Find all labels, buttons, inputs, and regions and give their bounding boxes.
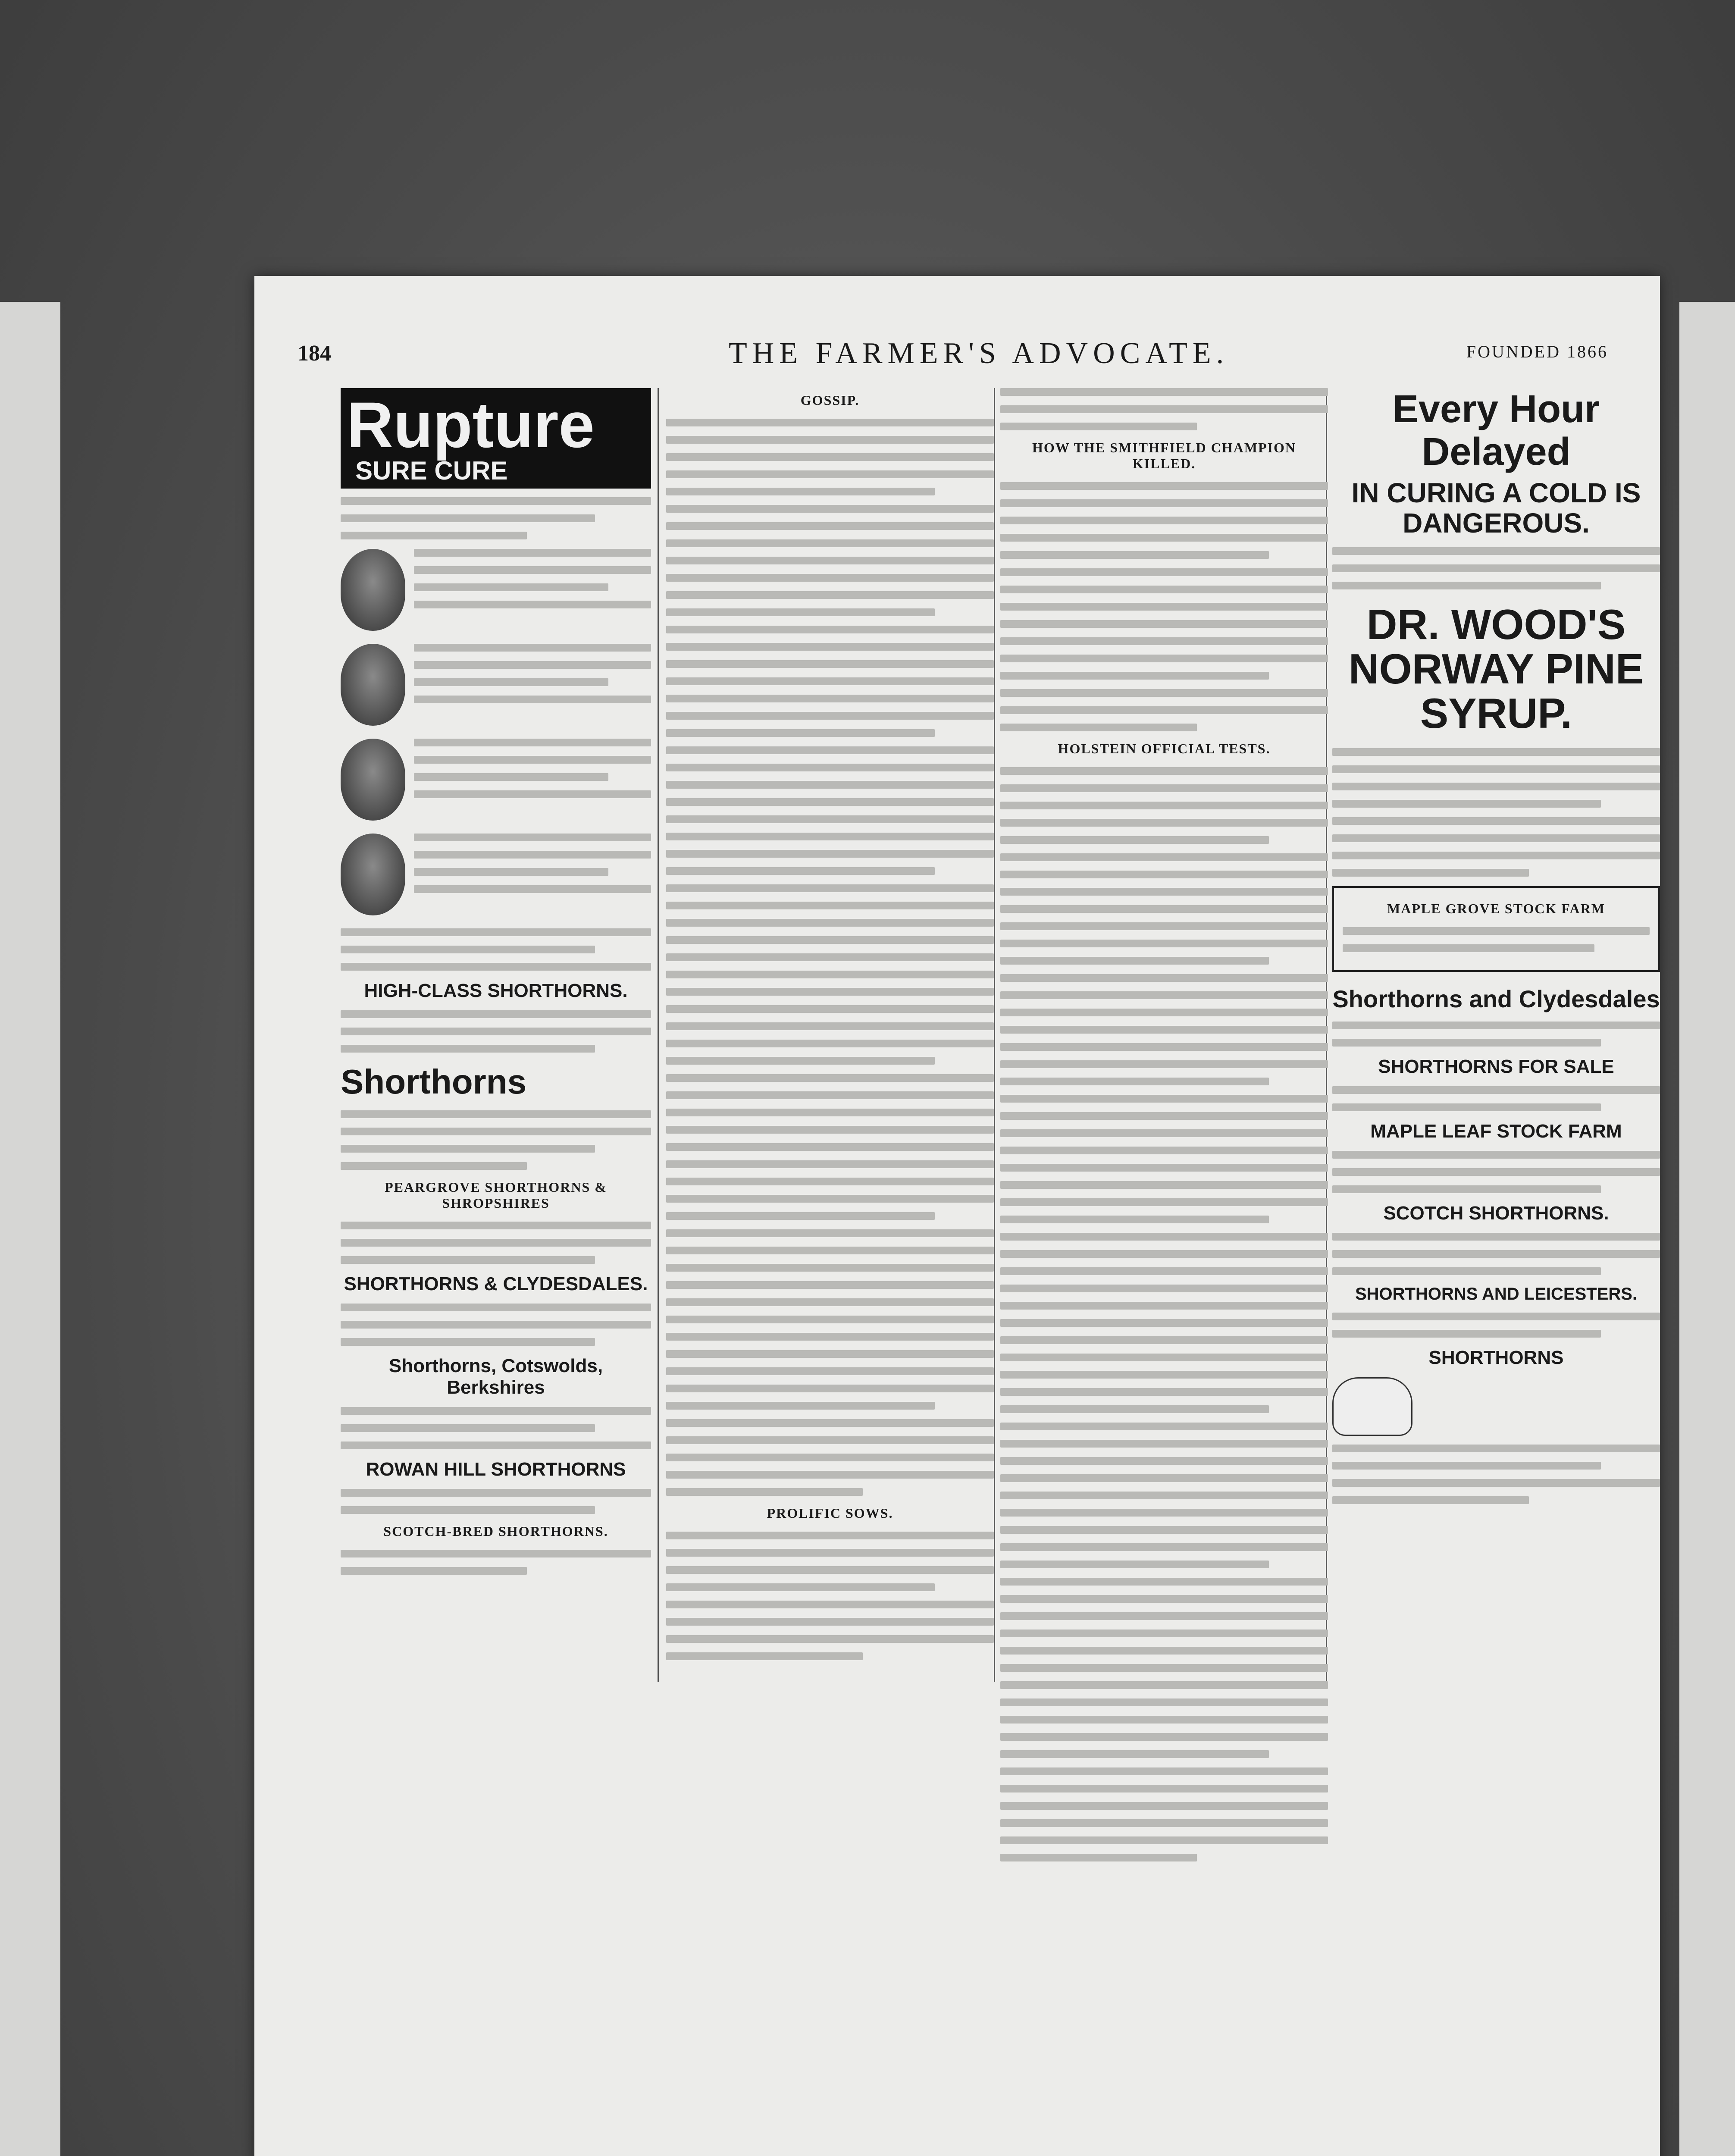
portrait-image [341, 834, 405, 915]
scotch-bred-heading: SCOTCH-BRED SHORTHORNS. [383, 1523, 608, 1539]
maple-grove-ad [1332, 886, 1660, 972]
high-class-shorthorns-heading: HIGH-CLASS SHORTHORNS. [364, 980, 628, 1001]
testimonial [341, 644, 651, 739]
ads-column-left [341, 388, 651, 1584]
gossip-heading: GOSSIP. [800, 392, 860, 408]
shorthorns-clydesdales-right-heading: Shorthorns and Clydesdales [1332, 985, 1660, 1013]
gossip-column [666, 388, 994, 1670]
cold-line: IN CURING A COLD IS DANGEROUS. [1351, 477, 1641, 539]
portrait-image [341, 644, 405, 726]
adjacent-page-right [1679, 302, 1735, 2156]
sheep-illustration [1332, 1377, 1412, 1436]
tests-column [1000, 388, 1328, 1871]
prolific-sows-heading: PROLIFIC SOWS. [767, 1505, 893, 1521]
rupture-title: Rupture [347, 389, 595, 461]
ads-column-right [1332, 388, 1660, 1514]
scotch-shorthorns-heading: SCOTCH SHORTHORNS. [1383, 1203, 1609, 1224]
shorthorns-clydesdales-heading: SHORTHORNS & CLYDESDALES. [344, 1273, 648, 1294]
peargrove-heading: PEARGROVE SHORTHORNS & SHROPSHIRES [385, 1179, 607, 1211]
rowan-hill-heading: ROWAN HILL SHORTHORNS [366, 1459, 626, 1480]
page-number: 184 [298, 341, 331, 366]
column-rule [994, 388, 995, 1682]
smithfield-heading: HOW THE SMITHFIELD CHAMPION KILLED. [1032, 440, 1296, 471]
cotswolds-heading: Shorthorns, Cotswolds, Berkshires [388, 1355, 603, 1398]
testimonial [341, 549, 651, 644]
rupture-subtitle: SURE CURE [355, 456, 508, 485]
masthead: THE FARMER'S ADVOCATE. [729, 337, 1229, 370]
testimonial [341, 739, 651, 834]
testimonial [341, 834, 651, 928]
shorthorns-leicesters-heading: SHORTHORNS AND LEICESTERS. [1355, 1285, 1638, 1304]
pine-syrup-heading: DR. WOOD'S NORWAY PINE SYRUP. [1348, 600, 1644, 737]
holstein-heading: HOLSTEIN OFFICIAL TESTS. [1058, 741, 1271, 756]
founded-line: FOUNDED 1866 [1466, 342, 1608, 361]
column-rule [658, 388, 659, 1682]
portrait-image [341, 549, 405, 631]
portrait-image [341, 739, 405, 821]
rupture-ad [341, 388, 651, 489]
shorthorns-plain-heading: SHORTHORNS [1428, 1347, 1564, 1369]
shorthorns-for-sale-heading: Shorthorns [341, 1062, 527, 1101]
every-hour-heading: Every Hour Delayed [1392, 388, 1600, 473]
maple-leaf-heading: MAPLE LEAF STOCK FARM [1370, 1121, 1622, 1142]
page-header [298, 336, 1608, 375]
shorthorns-for-sale-right-heading: SHORTHORNS FOR SALE [1378, 1056, 1614, 1078]
maple-grove-heading: MAPLE GROVE STOCK FARM [1387, 901, 1605, 917]
adjacent-page-left [0, 302, 60, 2156]
